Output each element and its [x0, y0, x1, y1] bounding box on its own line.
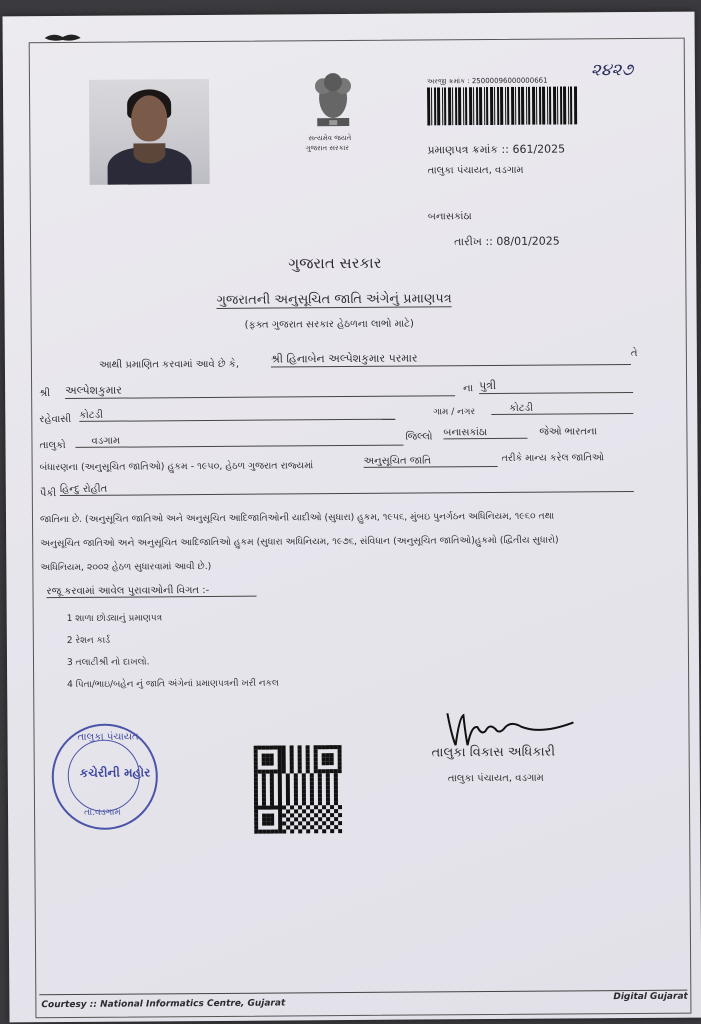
resident-label: રહેવાસી — [39, 413, 72, 426]
caste-type-value: અનુસૂચિત જાતિ — [364, 455, 498, 468]
signatory-office: તાલુકા પંચાયત, વડગામ — [447, 772, 544, 785]
footer-courtesy: Courtesy :: National Informatics Centre, Gujarat — [41, 998, 286, 1011]
taluka-value: વડગામ — [75, 434, 403, 448]
shri-label: શ્રી — [39, 388, 51, 400]
signatory-title: તાલુકા વિકાસ અધિકારી — [431, 744, 556, 761]
applicant-name: શ્રી હિનાબેન અલ્પેશકુમાર પરમાર — [271, 350, 631, 368]
certificate-frame — [29, 38, 692, 1019]
certify-prefix: આથી પ્રમાણિત કરવામાં આવે છે કે, — [98, 358, 240, 371]
resident-value: કોટડી — [79, 408, 395, 422]
village-label: ગામ / નગર — [433, 407, 476, 418]
taluka-label: તાલુકો — [39, 439, 66, 452]
national-emblem-icon — [303, 68, 363, 132]
evidence-item: 4 પિતા/ભાઇ/બહેન નું જાતિ અંગેનાં પ્રમાણપત્રની ખરી નકલ — [67, 678, 279, 690]
paragraph-line-1: જાતિના છે. (અનુસૂચિત જાતિઓ અને અનુસૂચિત આદિજાતિઓની યાદીઓ (સુધારા) હુકમ, ૧૯૫૬, મુંબઇ પુનર્ગઠન અધિનિયમ, ૧૯૬૦ તથા — [39, 510, 555, 526]
paragraph-line-2: અનુસૂચિત જાતિઓ અને અનુસૂચિત આદિજાતિઓ હુકમ (સુધારા અધિનિયમ, ૧૯૭૬, સંવિધાન (અનુસૂચિત જાતિઓ)હુકમો (દ્વિતીય સુધારો) — [40, 534, 559, 550]
emblem-caption: ગુજરાત સરકાર — [305, 144, 349, 153]
te-label: તે — [630, 348, 638, 360]
issuing-district: બનાસકાંઠા — [427, 211, 472, 223]
footer-digital-gujarat: Digital Gujarat — [613, 991, 688, 1003]
office-seal — [51, 723, 158, 830]
certificate-subtitle: (ફક્ત ગુજરાત સરકાર હેઠળના લાભો માટે) — [244, 318, 414, 331]
handwritten-number: ૨૪૨૭ — [590, 60, 634, 81]
seal-ring-bottom: તા.વડગામ — [84, 807, 121, 818]
evidence-item: 1 શાળા છોડ્યાનું પ્રમાણપત્ર — [66, 613, 163, 624]
father-name: અલ્પેશકુમાર — [65, 381, 455, 399]
district-label: જિલ્લો — [405, 431, 433, 443]
evidence-item: 3 તલાટીશ્રી નો દાખલો. — [66, 657, 150, 668]
issuing-office: તાલુકા પંચાયત, વડગામ — [427, 164, 524, 177]
seal-text: કચેરીની મહોર — [79, 765, 151, 780]
village-value: કોટડી — [491, 402, 633, 415]
application-number: અરજી ક્રમાંક : 25000096000000661 — [426, 76, 548, 86]
na-label: ના — [463, 383, 474, 395]
government-title: ગુજરાત સરકાર — [288, 253, 382, 273]
qr-code-icon — [254, 744, 343, 835]
certificate-title: ગુજરાતની અનુસૂચિત જાતિ અંગેનું પ્રમાણપત્ર — [216, 291, 452, 308]
seal-ring-top: તાલુકા પંચાયત — [77, 731, 139, 743]
subcaste-value: હિન્દુ રોહીત — [60, 480, 634, 496]
constitution-label: બંધારણના (અનુસૂચિત જાતિઓ) હુકમ - ૧૯૫૦, હેઠળ ગુજરાત રાજ્યમાં — [39, 460, 314, 474]
india-label: જેઓ ભારતના — [539, 426, 597, 438]
evidence-item: 2 રેશન કાર્ડ — [66, 635, 111, 646]
evidence-heading: રજૂ કરવામાં આવેલ પુરાવાઓની વિગત :- — [46, 585, 256, 598]
subcaste-label: પૈકી — [39, 488, 57, 500]
issue-date: તારીખ :: 08/01/2025 — [454, 234, 560, 249]
recognized-label: તરીકે માન્ય કરેલ જાતિઓ — [501, 452, 604, 464]
paragraph-line-3: અધિનિયમ, ૨૦૦૨ હેઠળ સુધારવામાં આવી છે.) — [40, 560, 212, 574]
certificate-number: પ્રમાણપત્ર ક્રમાંક :: 661/2025 — [427, 142, 566, 157]
relation-value: પુત્રી — [479, 378, 633, 394]
emblem-motto: સત્યમેવ જયતે — [308, 133, 352, 143]
barcode-icon — [427, 86, 577, 125]
district-value: બનાસકાંઠા — [443, 427, 527, 440]
applicant-photo — [89, 79, 210, 185]
certificate-paper — [2, 12, 701, 1023]
